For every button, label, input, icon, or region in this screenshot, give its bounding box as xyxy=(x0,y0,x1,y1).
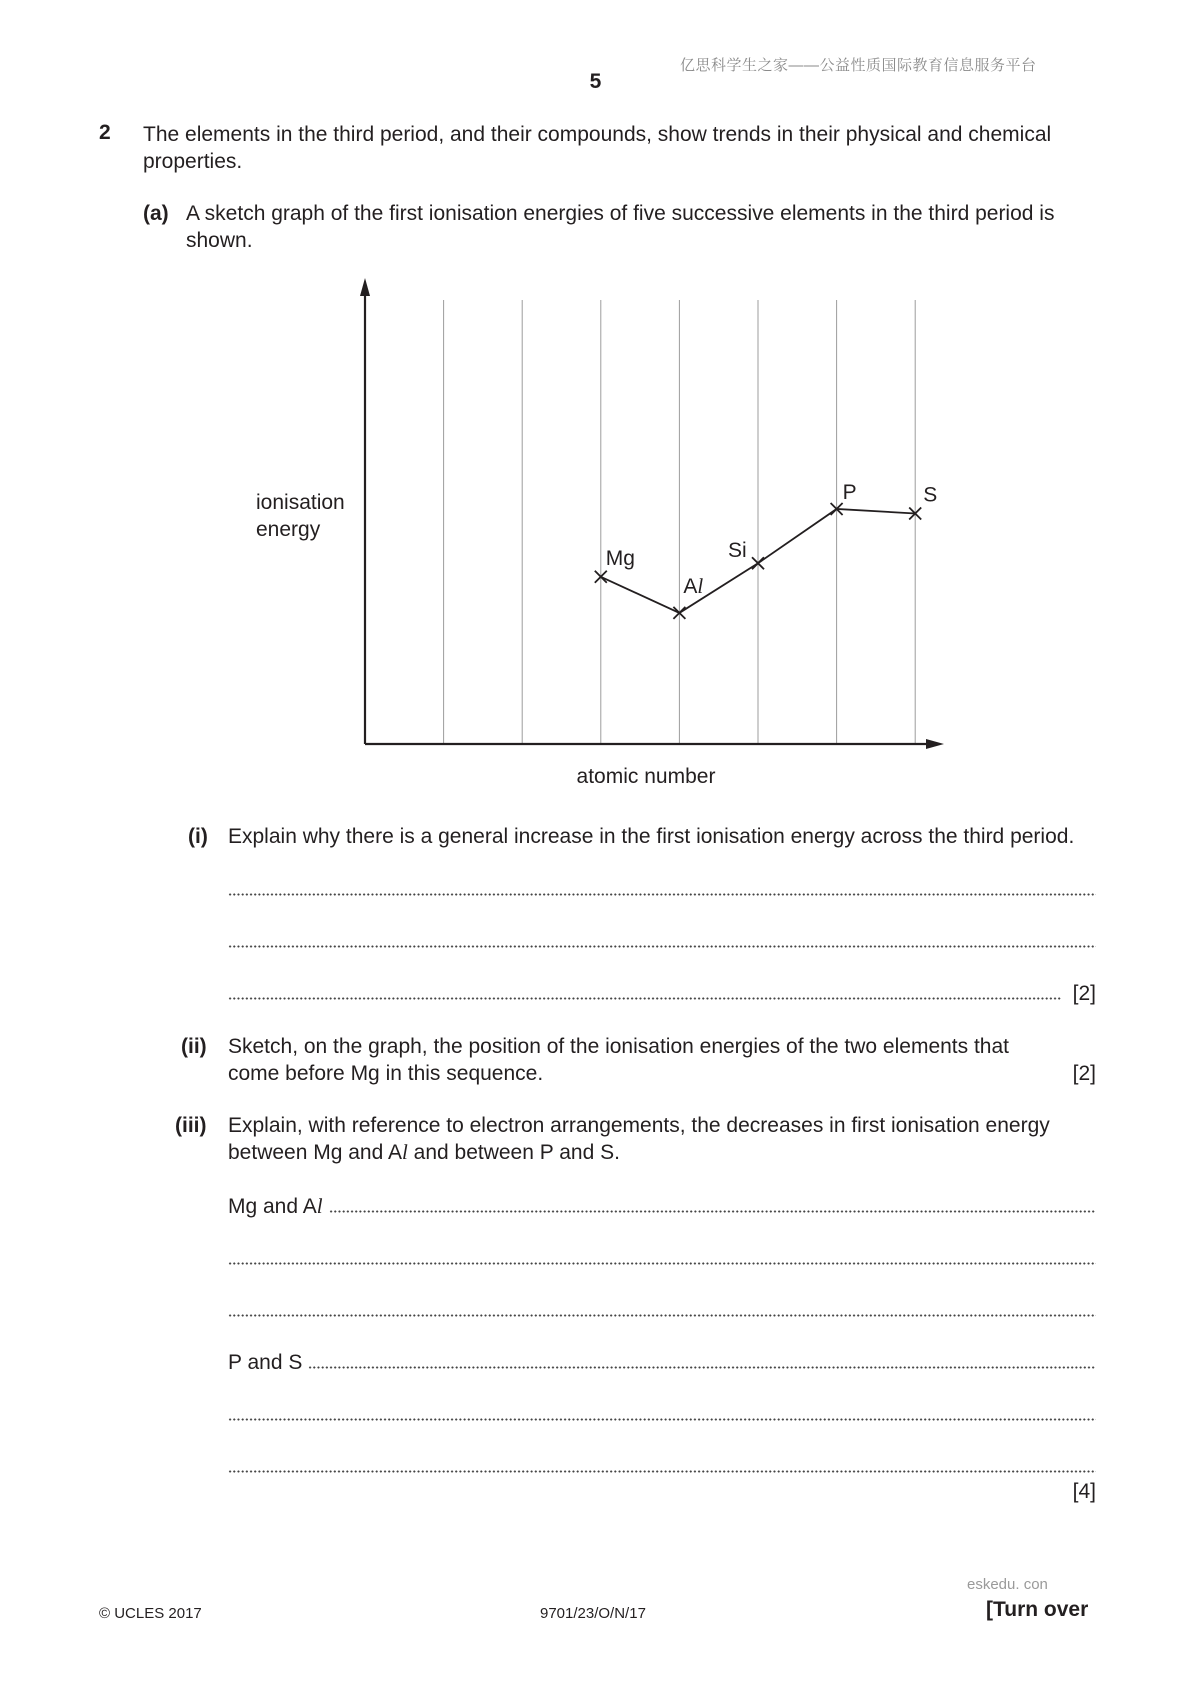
footer-copyright: © UCLES 2017 xyxy=(99,1605,202,1622)
x-axis-label: atomic number xyxy=(576,765,716,788)
answer-line-mg-al-3[interactable] xyxy=(228,1297,1096,1323)
footer-site-watermark: eskedu. con xyxy=(967,1576,1048,1593)
part-iii-text-before: Explain, with reference to electron arrangements, the decreases in first ionisation energy between Mg and A xyxy=(228,1114,1050,1164)
point-label-al: Al xyxy=(683,573,704,598)
point-label-s: S xyxy=(923,483,938,507)
point-label-p: P xyxy=(842,480,857,504)
answer-line-i-2[interactable] xyxy=(228,928,1096,954)
y-axis-arrow xyxy=(360,278,370,296)
answer-line-i-3[interactable] xyxy=(228,980,1096,1006)
part-iii-label: (iii) xyxy=(175,1114,207,1137)
part-ii-marks: [2] xyxy=(1072,1062,1096,1085)
part-i-label: (i) xyxy=(188,825,208,848)
point-label-mg: Mg xyxy=(605,546,635,570)
answer-line-p-s-3[interactable] xyxy=(228,1453,1096,1479)
part-i-marks: [2] xyxy=(1072,982,1096,1005)
header-watermark: 亿思科学生之家——公益性质国际教育信息服务平台 xyxy=(680,57,1037,74)
ionisation-energy-chart xyxy=(0,0,1191,800)
part-a-label: (a) xyxy=(143,202,169,225)
answer-line-p-s[interactable] xyxy=(228,1349,1096,1375)
point-label-si: Si xyxy=(728,539,747,563)
series-group xyxy=(595,481,937,619)
question-number: 2 xyxy=(99,121,111,144)
footer-turn-over: [Turn over xyxy=(986,1598,1089,1621)
part-iii-marks: [4] xyxy=(1072,1480,1096,1503)
part-ii-text: Sketch, on the graph, the position of the ionisation energies of the two elements that come before Mg in this sequence. xyxy=(228,1035,1009,1085)
page-number: 5 xyxy=(589,70,602,93)
part-a-text: A sketch graph of the first ionisation energies of five successive elements in the third period is shown. xyxy=(186,202,1055,252)
footer-paper-code: 9701/23/O/N/17 xyxy=(540,1605,646,1622)
answer-line-mg-al-2[interactable] xyxy=(228,1245,1096,1271)
p-s-label: P and S xyxy=(228,1351,303,1374)
x-axis-arrow xyxy=(926,739,944,749)
answer-line-p-s-2[interactable] xyxy=(228,1401,1096,1427)
grid-lines xyxy=(444,300,916,744)
question-stem: The elements in the third period, and their compounds, show trends in their physical and chemical properties. xyxy=(143,123,1052,173)
y-axis-label-line2: energy xyxy=(256,518,321,541)
part-i-text: Explain why there is a general increase in the first ionisation energy across the third period. xyxy=(228,825,1075,848)
mg-al-label: Mg and Al xyxy=(228,1194,323,1218)
answer-line-i-1[interactable] xyxy=(228,876,1096,902)
part-iii-text-after: and between P and S. xyxy=(407,1141,620,1164)
part-ii-label: (ii) xyxy=(181,1035,207,1058)
part-iii-al-l: l xyxy=(401,1140,408,1164)
y-axis-label-line1: ionisation xyxy=(256,491,345,514)
answer-line-mg-al[interactable] xyxy=(228,1193,1096,1219)
part-iii-text xyxy=(228,1112,1098,1166)
